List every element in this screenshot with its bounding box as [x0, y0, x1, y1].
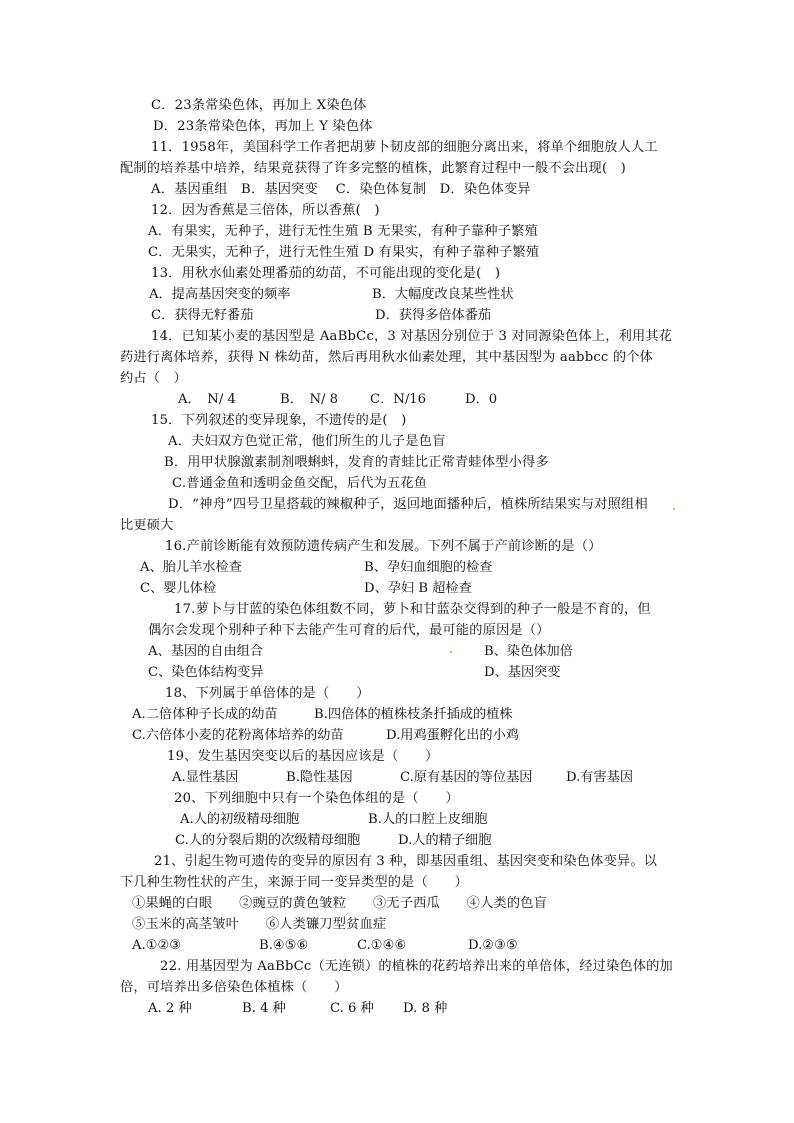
q14-stem-line3: 约占（ ）: [120, 371, 187, 386]
q19-stem: 19、发生基因突变以后的基因应该是（ ）: [167, 749, 439, 764]
q21-traits-line2: ⑤玉米的高茎皱叶 ⑥人类镰刀型贫血症: [132, 917, 387, 932]
q17-stem-line2: 偶尔会发现个别种子种下去能产生可育的后代，最可能的原因是（）: [148, 623, 550, 638]
q18-stem: 18、下列属于单倍体的是（ ）: [165, 686, 370, 701]
q21-option-c: C.①④⑥: [357, 938, 407, 953]
q18-option-b: B.四倍体的植株枝条扦插成的植株: [314, 707, 513, 722]
q15-option-c: C.普通金鱼和透明金鱼交配，后代为五花鱼: [172, 476, 428, 491]
q14-option-c: C．N/16: [370, 392, 427, 407]
q13-option-a: A．提高基因突变的频率: [149, 287, 291, 302]
q19-option-a: A.显性基因: [172, 770, 239, 785]
q17-option-d: D、基因突变: [484, 665, 561, 680]
q17-option-a: A、基因的自由组合: [148, 644, 264, 659]
q12-options-ab: A．有果实，无种子，进行无性生殖 B 无果实，有种子靠种子繁殖: [148, 224, 538, 239]
q22-option-b: B. 4 种: [242, 1001, 286, 1016]
q21-stem-line2: 下几种生物性状的产生，来源于同一变异类型的是（ ）: [120, 875, 469, 890]
q20-option-a: A.人的初级精母细胞: [180, 812, 300, 827]
q10-option-c: C．23条常染色体，再加上 X染色体: [151, 98, 367, 113]
q16-option-b: B、孕妇血细胞的检查: [364, 560, 493, 575]
q14-option-a: A． N/ 4: [178, 392, 236, 407]
q15-option-d-line1: D．“神舟”四号卫星搭载的辣椒种子，返回地面播种后，植株所结果实与对照组相: [168, 497, 648, 512]
q17-option-b: B、染色体加倍: [484, 644, 573, 659]
q12-options-cd: C．无果实，无种子，进行无性生殖 D 有果实，有种子靠种子繁殖: [148, 245, 540, 260]
q15-option-a: A．夫妇双方色觉正常，他们所生的儿子是色盲: [168, 434, 446, 449]
q14-option-d: D．0: [465, 392, 498, 407]
q21-traits-line1: ①果蝇的白眼 ②豌豆的黄色皱粒 ③无子西瓜 ④人类的色盲: [132, 896, 548, 911]
q14-option-b: B． N/ 8: [280, 392, 339, 407]
q19-option-d: D.有害基因: [566, 770, 634, 785]
q16-option-c: C、婴儿体检: [140, 581, 217, 596]
q12-stem: 12．因为香蕉是三倍体，所以香蕉( ): [151, 203, 380, 218]
q13-option-d: D．获得多倍体番茄: [375, 308, 492, 323]
q15-option-d-line2: 比更硕大: [120, 518, 174, 533]
q17-stem-line1: 17.萝卜与甘蓝的染色体组数不同，萝卜和甘蓝杂交得到的种子一般是不育的，但: [174, 602, 651, 617]
q22-option-d: D. 8 种: [403, 1001, 448, 1016]
q15-option-b: B．用甲状腺激素制剂喂蝌蚪，发育的青蛙比正常青蛙体型小得多: [164, 455, 549, 470]
q18-option-a: A.二倍体种子长成的幼苗: [132, 707, 278, 722]
q14-stem-line1: 14．已知某小麦的基因型是 AaBbCc，3 对基因分别位于 3 对同源染色体上，利用其花: [151, 329, 673, 344]
q10-option-d: D．23条常染色体，再加上 Y 染色体: [153, 119, 373, 134]
stray-mark: [450, 651, 452, 653]
q19-option-c: C.原有基因的等位基因: [400, 770, 533, 785]
q22-stem-line2: 倍，可培养出多倍染色体植株（ ）: [120, 980, 348, 995]
q21-stem-line1: 21、引起生物可遗传的变异的原因有 3 种，即基因重组、基因突变和染色体变异。以: [154, 854, 658, 869]
q22-option-a: A. 2 种: [148, 1001, 192, 1016]
q20-stem: 20、下列细胞中只有一个染色体组的是（ ）: [174, 791, 459, 806]
q13-stem: 13．用秋水仙素处理番茄的幼苗，不可能出现的变化是( ): [151, 266, 501, 281]
q13-option-b: B．大幅度改良某些性状: [372, 287, 514, 302]
q13-option-c: C．获得无籽番茄: [151, 308, 254, 323]
q16-stem: 16.产前诊断能有效预防遗传病产生和发展。下列不属于产前诊断的是（）: [165, 539, 602, 554]
stray-mark: [673, 508, 675, 510]
q11-stem-line1: 11．1958年，美国科学工作者把胡萝卜韧皮部的细胞分离出来，将单个细胞放人人工: [151, 140, 658, 155]
q21-option-a: A.①②③: [132, 938, 182, 953]
q22-option-c: C. 6 种: [330, 1001, 374, 1016]
q21-option-b: B.④⑤⑥: [259, 938, 309, 953]
q14-stem-line2: 药进行离体培养，获得 N 株幼苗，然后再用秋水仙素处理，其中基因型为 aabbcc 的个体: [120, 350, 654, 365]
q16-option-d: D、孕妇 B 超检查: [364, 581, 472, 596]
q19-option-b: B.隐性基因: [286, 770, 353, 785]
q20-option-d: D.人的精子细胞: [398, 833, 492, 848]
q20-option-b: B.人的口腔上皮细胞: [368, 812, 488, 827]
q22-stem-line1: 22. 用基因型为 AaBbCc（无连锁）的植株的花药培养出来的单倍体，经过染色体的加: [160, 959, 673, 974]
q18-option-c: C.六倍体小麦的花粉离体培养的幼苗: [132, 728, 344, 743]
q17-option-c: C、染色体结构变异: [148, 665, 264, 680]
q18-option-d: D.用鸡蛋孵化出的小鸡: [386, 728, 519, 743]
q21-option-d: D.②③⑤: [468, 938, 518, 953]
q20-option-c: C.人的分裂后期的次级精母细胞: [175, 833, 361, 848]
q11-options: A．基因重组 B．基因突变 C．染色体复制 D．染色体变异: [151, 182, 531, 197]
q11-stem-line2: 配制的培养基中培养，结果竟获得了许多完整的植株，此繁育过程中一般不会出现( ): [120, 161, 627, 176]
q16-option-a: A、胎儿羊水检查: [140, 560, 242, 575]
q15-stem: 15．下列叙述的变异现象，不遗传的是( ): [151, 413, 407, 428]
